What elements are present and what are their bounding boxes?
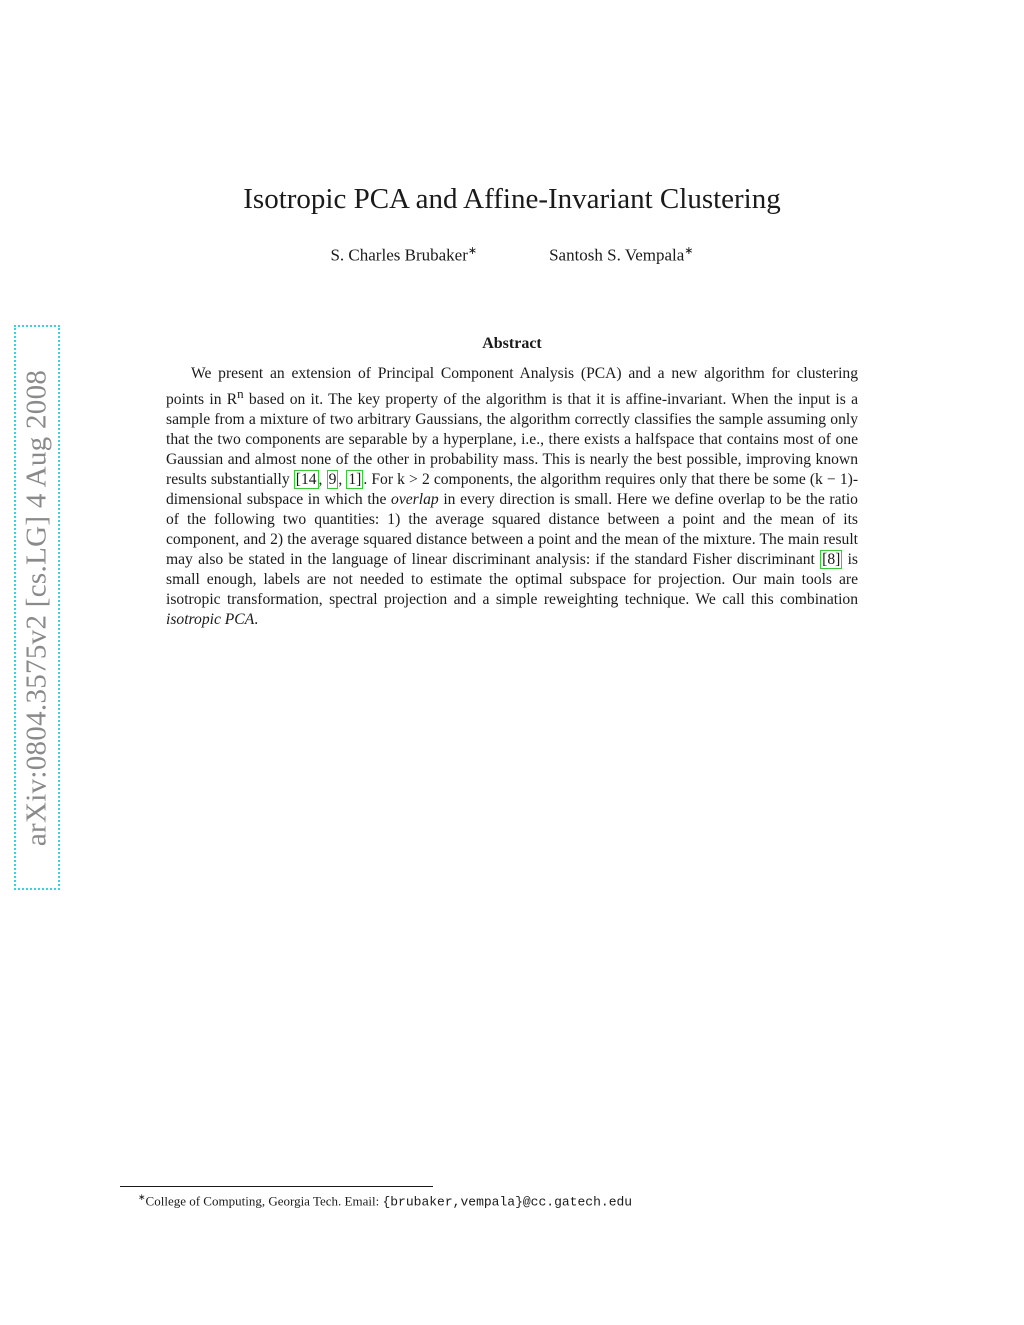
arxiv-stamp[interactable] xyxy=(14,325,60,890)
author-name: Santosh S. Vempala xyxy=(549,245,685,265)
abstract-segment: is small enough, labels are not needed to estimate the optimal subspace for projection. Our main tools are isotropic transformation, spectral projection and a simple reweighting technique. We call this combination xyxy=(166,551,858,609)
footnote-mark: ∗ xyxy=(684,245,694,257)
author-1 xyxy=(330,244,477,266)
author-name: S. Charles Brubaker xyxy=(330,245,468,265)
paper-title: Isotropic PCA and Affine-Invariant Clustering xyxy=(243,183,781,215)
abstract-segment: , xyxy=(318,471,327,489)
emphasized-term: overlap xyxy=(391,491,439,509)
footnote-mark: ∗ xyxy=(467,245,478,257)
footnote-mark: ∗ xyxy=(138,1192,146,1202)
citation-link[interactable]: 1] xyxy=(348,471,362,489)
abstract-segment: . For k > 2 components, the algorithm requires only that there be some (k − 1)-dimensional subspace in which the xyxy=(166,471,859,509)
footnote-text: College of Computing, Georgia Tech. Email: xyxy=(145,1193,383,1209)
abstract-heading: Abstract xyxy=(482,335,542,352)
abstract-segment: . xyxy=(254,611,259,629)
citation-link[interactable]: [8] xyxy=(822,551,841,569)
abstract-segment: We present an extension of Principal Component Analysis (PCA) and a new algorithm for clustering points in R xyxy=(166,365,858,409)
footnote-rule xyxy=(120,1186,433,1187)
citation-link[interactable]: 9 xyxy=(328,471,337,489)
citation-link[interactable]: [14 xyxy=(295,471,317,489)
abstract-segment: based on it. The key property of the algorithm is that it is affine-invariant. When the input is a sample from a mixture of two arbitrary Gaussians, the algorithm correctly classifies the sample assuming only that the two components are separable by a hyperplane, i.e., there exists a halfspace that contains most of one Gaussian and almost none of the other in probability mass. This is nearly the best possible, improving known results substantially xyxy=(166,391,858,489)
arxiv-identifier: arXiv:0804.3575v2 [cs.LG] 4 Aug 2008 xyxy=(20,369,53,846)
math-superscript: n xyxy=(237,386,244,401)
author-list xyxy=(0,244,1024,266)
author-2 xyxy=(549,244,693,266)
abstract-text xyxy=(166,364,858,630)
email-address[interactable]: {brubaker,vempala}@cc.gatech.edu xyxy=(382,1194,633,1210)
abstract-segment: in every direction is small. Here we define overlap to be the ratio of the following two quantities: 1) the average squared distance between a point and the mean of its component, and 2) the average squared distance between a point and the mean of the mixture. The main result may also be stated in the language of linear discriminant analysis: if the standard Fisher discriminant xyxy=(166,491,858,569)
abstract-segment: , xyxy=(338,471,347,489)
emphasized-term: isotropic PCA xyxy=(166,611,255,629)
footnote xyxy=(138,1192,632,1209)
